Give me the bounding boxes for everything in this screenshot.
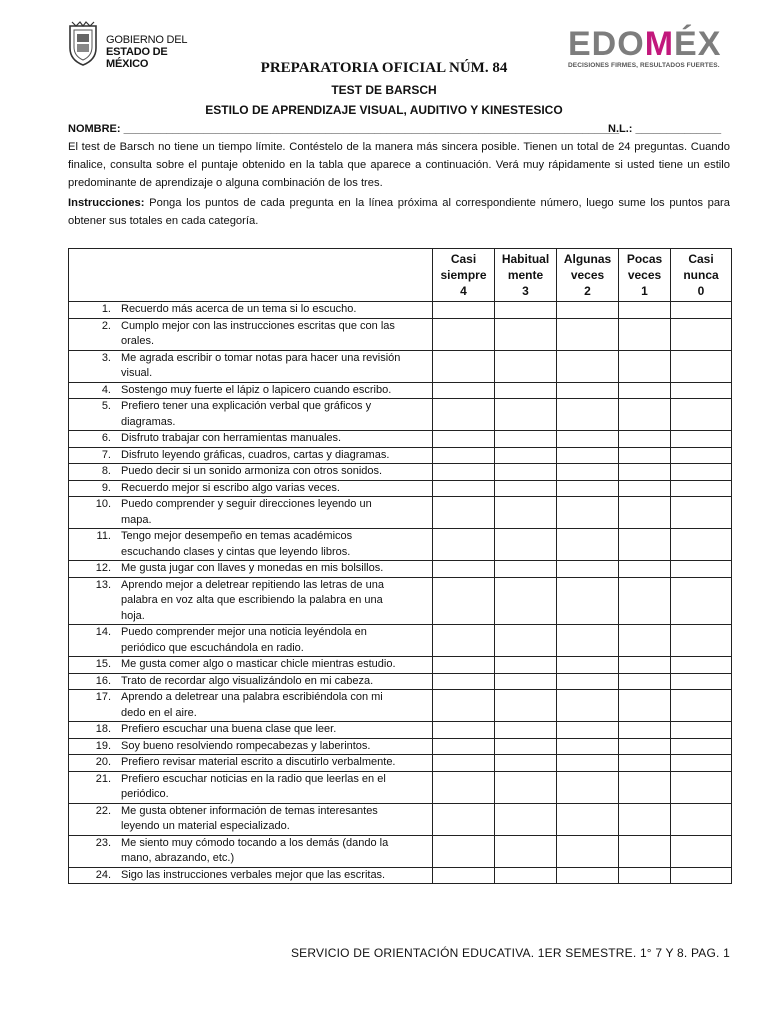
answer-cell[interactable] xyxy=(495,382,557,399)
table-row xyxy=(69,399,732,431)
question-number: 7. xyxy=(101,448,111,461)
question-number: 1. xyxy=(101,303,111,315)
question-text: Prefiero escuchar noticias en la radio que leerlas en el periódico. xyxy=(121,772,386,800)
answer-cell[interactable] xyxy=(557,529,619,561)
question-text: Me siento muy cómodo tocando a los demás (dando la mano, abrazando, etc.) xyxy=(121,836,389,864)
question-text: Recuerdo mejor si escribo algo varias veces. xyxy=(121,481,340,494)
question-number: 11. xyxy=(96,530,111,542)
table-row xyxy=(69,561,732,578)
answer-cell[interactable] xyxy=(671,803,732,835)
table-row xyxy=(69,302,732,319)
answer-cell[interactable] xyxy=(495,431,557,448)
table-row xyxy=(69,318,732,350)
table-row xyxy=(69,657,732,674)
question-number: 3. xyxy=(101,351,111,364)
answer-cell[interactable] xyxy=(671,657,732,674)
column-header: Pocas veces 1 xyxy=(619,249,671,302)
answer-cell[interactable] xyxy=(619,690,671,722)
answer-cell[interactable] xyxy=(495,497,557,529)
answer-cell[interactable] xyxy=(619,771,671,803)
answer-cell[interactable] xyxy=(619,399,671,431)
answer-cell[interactable] xyxy=(495,464,557,481)
question-text: Cumplo mejor con las instrucciones escritas que con las orales. xyxy=(121,319,395,347)
column-header: Casi nunca 0 xyxy=(671,249,732,302)
answer-cell[interactable] xyxy=(433,577,495,625)
answer-cell[interactable] xyxy=(619,431,671,448)
question-number: 22. xyxy=(95,804,111,817)
answer-cell[interactable] xyxy=(495,835,557,867)
table-row xyxy=(69,722,732,739)
question-cell xyxy=(69,350,433,382)
answer-cell[interactable] xyxy=(619,755,671,772)
answer-cell[interactable] xyxy=(557,318,619,350)
table-row xyxy=(69,803,732,835)
answer-cell[interactable] xyxy=(619,480,671,497)
question-text: Soy bueno resolviendo rompecabezas y laberintos. xyxy=(121,739,371,752)
answer-cell[interactable] xyxy=(619,577,671,625)
answer-cell[interactable] xyxy=(671,722,732,739)
answer-cell[interactable] xyxy=(433,722,495,739)
question-text: Tengo mejor desempeño en temas académicos escuchando clases y cintas que leyendo libros. xyxy=(121,530,353,558)
question-text: Me gusta comer algo o masticar chicle mientras estudio. xyxy=(121,658,396,670)
question-number: 8. xyxy=(101,465,111,477)
table-row xyxy=(69,497,732,529)
answer-cell[interactable] xyxy=(671,867,732,884)
question-text: Me gusta obtener información de temas interesantes leyendo un material especializado. xyxy=(121,804,378,832)
answer-cell[interactable] xyxy=(557,302,619,319)
answer-cell[interactable] xyxy=(557,431,619,448)
answer-cell[interactable] xyxy=(433,447,495,464)
table-row xyxy=(69,690,732,722)
answer-cell[interactable] xyxy=(619,464,671,481)
answer-cell[interactable] xyxy=(619,350,671,382)
answer-cell[interactable] xyxy=(433,431,495,448)
question-number: 10. xyxy=(95,498,111,510)
answer-cell[interactable] xyxy=(619,673,671,690)
answer-cell[interactable] xyxy=(619,447,671,464)
question-cell xyxy=(69,431,433,448)
intro-paragraph: El test de Barsch no tiene un tiempo límite. Contéstelo de la manera más sincera posible. Tienen un total de 24 preguntas. Cuando finalice, consulta sobre el puntaje obtenido en la tabla que aparece a continuación. Verá muy rápidamente si usted tiene un estilo predominante de aprendizaje o alguna combinación de los tres. xyxy=(68,141,730,189)
answer-cell[interactable] xyxy=(495,755,557,772)
question-text: Disfruto trabajar con herramientas manuales. xyxy=(121,432,342,444)
answer-cell[interactable] xyxy=(557,497,619,529)
gov-logo-line2: ESTADO DE MÉXICO xyxy=(106,46,168,70)
answer-cell[interactable] xyxy=(557,625,619,657)
answer-cell[interactable] xyxy=(495,867,557,884)
question-number: 21. xyxy=(95,772,111,785)
answer-cell[interactable] xyxy=(495,690,557,722)
question-number: 23. xyxy=(95,836,111,849)
answer-cell[interactable] xyxy=(433,464,495,481)
answer-cell[interactable] xyxy=(557,399,619,431)
question-text: Aprendo mejor a deletrear repitiendo las letras de una palabra en voz alta que escribiendo la palabra en una hoja. xyxy=(121,578,384,622)
answer-cell[interactable] xyxy=(671,673,732,690)
question-text: Trato de recordar algo visualizándolo en mi cabeza. xyxy=(121,674,374,687)
answer-cell[interactable] xyxy=(495,480,557,497)
question-number: 14. xyxy=(95,626,111,638)
answer-cell[interactable] xyxy=(557,867,619,884)
question-cell xyxy=(69,529,433,561)
question-text: Sigo las instrucciones verbales mejor que las escritas. xyxy=(121,868,386,881)
question-cell xyxy=(69,382,433,399)
question-text: Disfruto leyendo gráficas, cuadros, cartas y diagramas. xyxy=(121,448,390,461)
question-cell xyxy=(69,867,433,884)
question-number: 4. xyxy=(101,383,111,396)
survey-body xyxy=(69,302,732,884)
question-text: Prefiero tener una explicación verbal que gráficos y diagramas. xyxy=(121,400,372,428)
question-cell xyxy=(69,625,433,657)
table-row xyxy=(69,431,732,448)
answer-cell[interactable] xyxy=(557,464,619,481)
answer-cell[interactable] xyxy=(671,577,732,625)
answer-cell[interactable] xyxy=(671,464,732,481)
name-field[interactable] xyxy=(68,123,738,135)
answer-cell[interactable] xyxy=(495,529,557,561)
answer-cell[interactable] xyxy=(619,835,671,867)
question-text: Puedo comprender mejor una noticia leyéndola en periódico que escuchándola en radio. xyxy=(121,626,367,654)
question-cell xyxy=(69,447,433,464)
answer-cell[interactable] xyxy=(495,722,557,739)
answer-cell[interactable] xyxy=(671,755,732,772)
question-cell xyxy=(69,302,433,319)
answer-cell[interactable] xyxy=(495,561,557,578)
question-text: Me agrada escribir o tomar notas para hacer una revisión visual. xyxy=(121,351,401,379)
answer-cell[interactable] xyxy=(557,673,619,690)
question-number: 24. xyxy=(95,868,111,881)
table-row xyxy=(69,673,732,690)
answer-cell[interactable] xyxy=(433,480,495,497)
answer-cell[interactable] xyxy=(671,302,732,319)
question-number: 17. xyxy=(95,691,111,703)
answer-cell[interactable] xyxy=(619,803,671,835)
answer-cell[interactable] xyxy=(495,673,557,690)
question-cell xyxy=(69,771,433,803)
answer-cell[interactable] xyxy=(671,561,732,578)
answer-cell[interactable] xyxy=(557,738,619,755)
edomex-slogan: DECISIONES FIRMES, RESULTADOS FUERTES. xyxy=(568,62,720,69)
answer-cell[interactable] xyxy=(495,738,557,755)
answer-cell[interactable] xyxy=(433,382,495,399)
question-number: 13. xyxy=(95,578,111,591)
answer-cell[interactable] xyxy=(671,835,732,867)
brand-part3: ÉX xyxy=(674,25,722,63)
answer-cell[interactable] xyxy=(433,867,495,884)
answer-cell[interactable] xyxy=(557,690,619,722)
question-number: 12. xyxy=(95,562,111,574)
answer-cell[interactable] xyxy=(433,738,495,755)
answer-cell[interactable] xyxy=(495,350,557,382)
name-label: NOMBRE: _________________________________________________________________________________ xyxy=(68,123,620,135)
question-column-header xyxy=(69,249,433,302)
question-number: 16. xyxy=(95,674,111,687)
question-cell xyxy=(69,722,433,739)
table-row xyxy=(69,529,732,561)
answer-cell[interactable] xyxy=(671,625,732,657)
question-number: 9. xyxy=(101,481,111,494)
brand-part1: EDO xyxy=(568,25,645,63)
test-subtitle: ESTILO DE APRENDIZAJE VISUAL, AUDITIVO Y KINESTESICO xyxy=(205,103,563,117)
question-cell xyxy=(69,577,433,625)
question-cell xyxy=(69,657,433,674)
answer-cell[interactable] xyxy=(671,529,732,561)
table-row xyxy=(69,755,732,772)
table-row xyxy=(69,867,732,884)
table-row xyxy=(69,350,732,382)
table-row xyxy=(69,447,732,464)
answer-cell[interactable] xyxy=(619,867,671,884)
answer-cell[interactable] xyxy=(557,447,619,464)
answer-cell[interactable] xyxy=(557,722,619,739)
question-text: Puedo comprender y seguir direcciones leyendo un mapa. xyxy=(121,498,372,526)
question-text: Me gusta jugar con llaves y monedas en mis bolsillos. xyxy=(121,562,384,574)
answer-cell[interactable] xyxy=(619,722,671,739)
answer-cell[interactable] xyxy=(557,771,619,803)
table-row xyxy=(69,771,732,803)
question-cell xyxy=(69,673,433,690)
table-row xyxy=(69,464,732,481)
brand-part2: M xyxy=(644,25,675,63)
answer-cell[interactable] xyxy=(619,529,671,561)
question-text: Sostengo muy fuerte el lápiz o lapicero cuando escribo. xyxy=(121,383,392,396)
answer-cell[interactable] xyxy=(433,318,495,350)
table-row xyxy=(69,577,732,625)
question-cell xyxy=(69,561,433,578)
question-cell xyxy=(69,464,433,481)
answer-cell[interactable] xyxy=(619,657,671,674)
question-text: Aprendo a deletrear una palabra escribiéndola con mi dedo en el aire. xyxy=(121,691,383,719)
answer-cell[interactable] xyxy=(619,302,671,319)
answer-cell[interactable] xyxy=(671,350,732,382)
answer-cell[interactable] xyxy=(495,803,557,835)
answer-cell[interactable] xyxy=(557,755,619,772)
answer-cell[interactable] xyxy=(433,690,495,722)
answer-cell[interactable] xyxy=(495,399,557,431)
answer-cell[interactable] xyxy=(433,561,495,578)
answer-cell[interactable] xyxy=(619,318,671,350)
answer-cell[interactable] xyxy=(433,302,495,319)
answer-cell[interactable] xyxy=(557,803,619,835)
table-row xyxy=(69,382,732,399)
answer-cell[interactable] xyxy=(671,690,732,722)
answer-cell[interactable] xyxy=(619,382,671,399)
question-text: Recuerdo más acerca de un tema si lo escucho. xyxy=(121,303,357,315)
answer-cell[interactable] xyxy=(433,497,495,529)
answer-cell[interactable] xyxy=(495,302,557,319)
question-number: 18. xyxy=(95,723,111,735)
answer-cell[interactable] xyxy=(495,577,557,625)
question-cell xyxy=(69,399,433,431)
question-text: Puedo decir si un sonido armoniza con otros sonidos. xyxy=(121,465,383,477)
page-footer: SERVICIO DE ORIENTACIÓN EDUCATIVA. 1ER SEMESTRE. 1° 7 Y 8. PAG. 1 xyxy=(290,946,730,960)
answer-cell[interactable] xyxy=(433,657,495,674)
column-header: Algunas veces 2 xyxy=(557,249,619,302)
answer-cell[interactable] xyxy=(557,561,619,578)
answer-cell[interactable] xyxy=(433,755,495,772)
survey-table xyxy=(68,248,732,884)
answer-cell[interactable] xyxy=(557,657,619,674)
answer-cell[interactable] xyxy=(619,497,671,529)
question-number: 19. xyxy=(95,739,111,752)
answer-cell[interactable] xyxy=(671,447,732,464)
answer-cell[interactable] xyxy=(433,835,495,867)
answer-cell[interactable] xyxy=(671,431,732,448)
question-cell xyxy=(69,835,433,867)
table-row xyxy=(69,738,732,755)
question-number: 5. xyxy=(101,400,111,412)
question-cell xyxy=(69,497,433,529)
instructions-label: Instrucciones: xyxy=(68,197,145,209)
answer-cell[interactable] xyxy=(557,577,619,625)
table-row xyxy=(69,625,732,657)
answer-cell[interactable] xyxy=(671,382,732,399)
answer-cell[interactable] xyxy=(433,771,495,803)
column-header: Habitual mente 3 xyxy=(495,249,557,302)
table-header-row xyxy=(69,249,732,302)
answer-cell[interactable] xyxy=(671,771,732,803)
answer-cell[interactable] xyxy=(619,561,671,578)
answer-cell[interactable] xyxy=(557,480,619,497)
answer-cell[interactable] xyxy=(433,673,495,690)
question-text: Prefiero revisar material escrito a discutirlo verbalmente. xyxy=(121,756,396,768)
question-cell xyxy=(69,318,433,350)
answer-cell[interactable] xyxy=(671,480,732,497)
column-header: Casi siempre 4 xyxy=(433,249,495,302)
question-number: 2. xyxy=(101,319,111,332)
answer-cell[interactable] xyxy=(433,803,495,835)
answer-cell[interactable] xyxy=(495,625,557,657)
answer-cell[interactable] xyxy=(495,657,557,674)
gov-logo-line1: GOBIERNO DEL xyxy=(106,34,188,46)
answer-cell[interactable] xyxy=(557,350,619,382)
answer-cell[interactable] xyxy=(619,738,671,755)
table-row xyxy=(69,480,732,497)
answer-cell[interactable] xyxy=(671,399,732,431)
instructions-paragraph xyxy=(68,194,730,230)
table-row xyxy=(69,835,732,867)
nl-field[interactable]: N.L.: ______________ xyxy=(608,123,722,135)
question-text: Prefiero escuchar una buena clase que leer. xyxy=(121,723,337,735)
question-cell xyxy=(69,480,433,497)
answer-cell[interactable] xyxy=(671,738,732,755)
answer-cell[interactable] xyxy=(433,529,495,561)
test-title: TEST DE BARSCH xyxy=(331,83,437,97)
answer-cell[interactable] xyxy=(495,771,557,803)
question-cell xyxy=(69,803,433,835)
answer-cell[interactable] xyxy=(619,625,671,657)
edomex-wordmark xyxy=(568,26,738,62)
instructions-text: Ponga los puntos de cada pregunta en la línea próxima al correspondiente número, luego sume los puntos para obtener sus totales en cada categoría. xyxy=(68,197,730,227)
question-number: 6. xyxy=(101,432,111,444)
answer-cell[interactable] xyxy=(671,497,732,529)
answer-cell[interactable] xyxy=(433,399,495,431)
question-cell xyxy=(69,738,433,755)
answer-cell[interactable] xyxy=(495,318,557,350)
answer-cell[interactable] xyxy=(557,382,619,399)
answer-cell[interactable] xyxy=(557,835,619,867)
page-title: PREPARATORIA OFICIAL NÚM. 84 xyxy=(260,60,508,76)
question-cell xyxy=(69,755,433,772)
question-number: 15. xyxy=(95,658,111,670)
answer-cell[interactable] xyxy=(495,447,557,464)
answer-cell[interactable] xyxy=(433,625,495,657)
question-number: 20. xyxy=(95,756,111,768)
answer-cell[interactable] xyxy=(671,318,732,350)
answer-cell[interactable] xyxy=(433,350,495,382)
question-cell xyxy=(69,690,433,722)
